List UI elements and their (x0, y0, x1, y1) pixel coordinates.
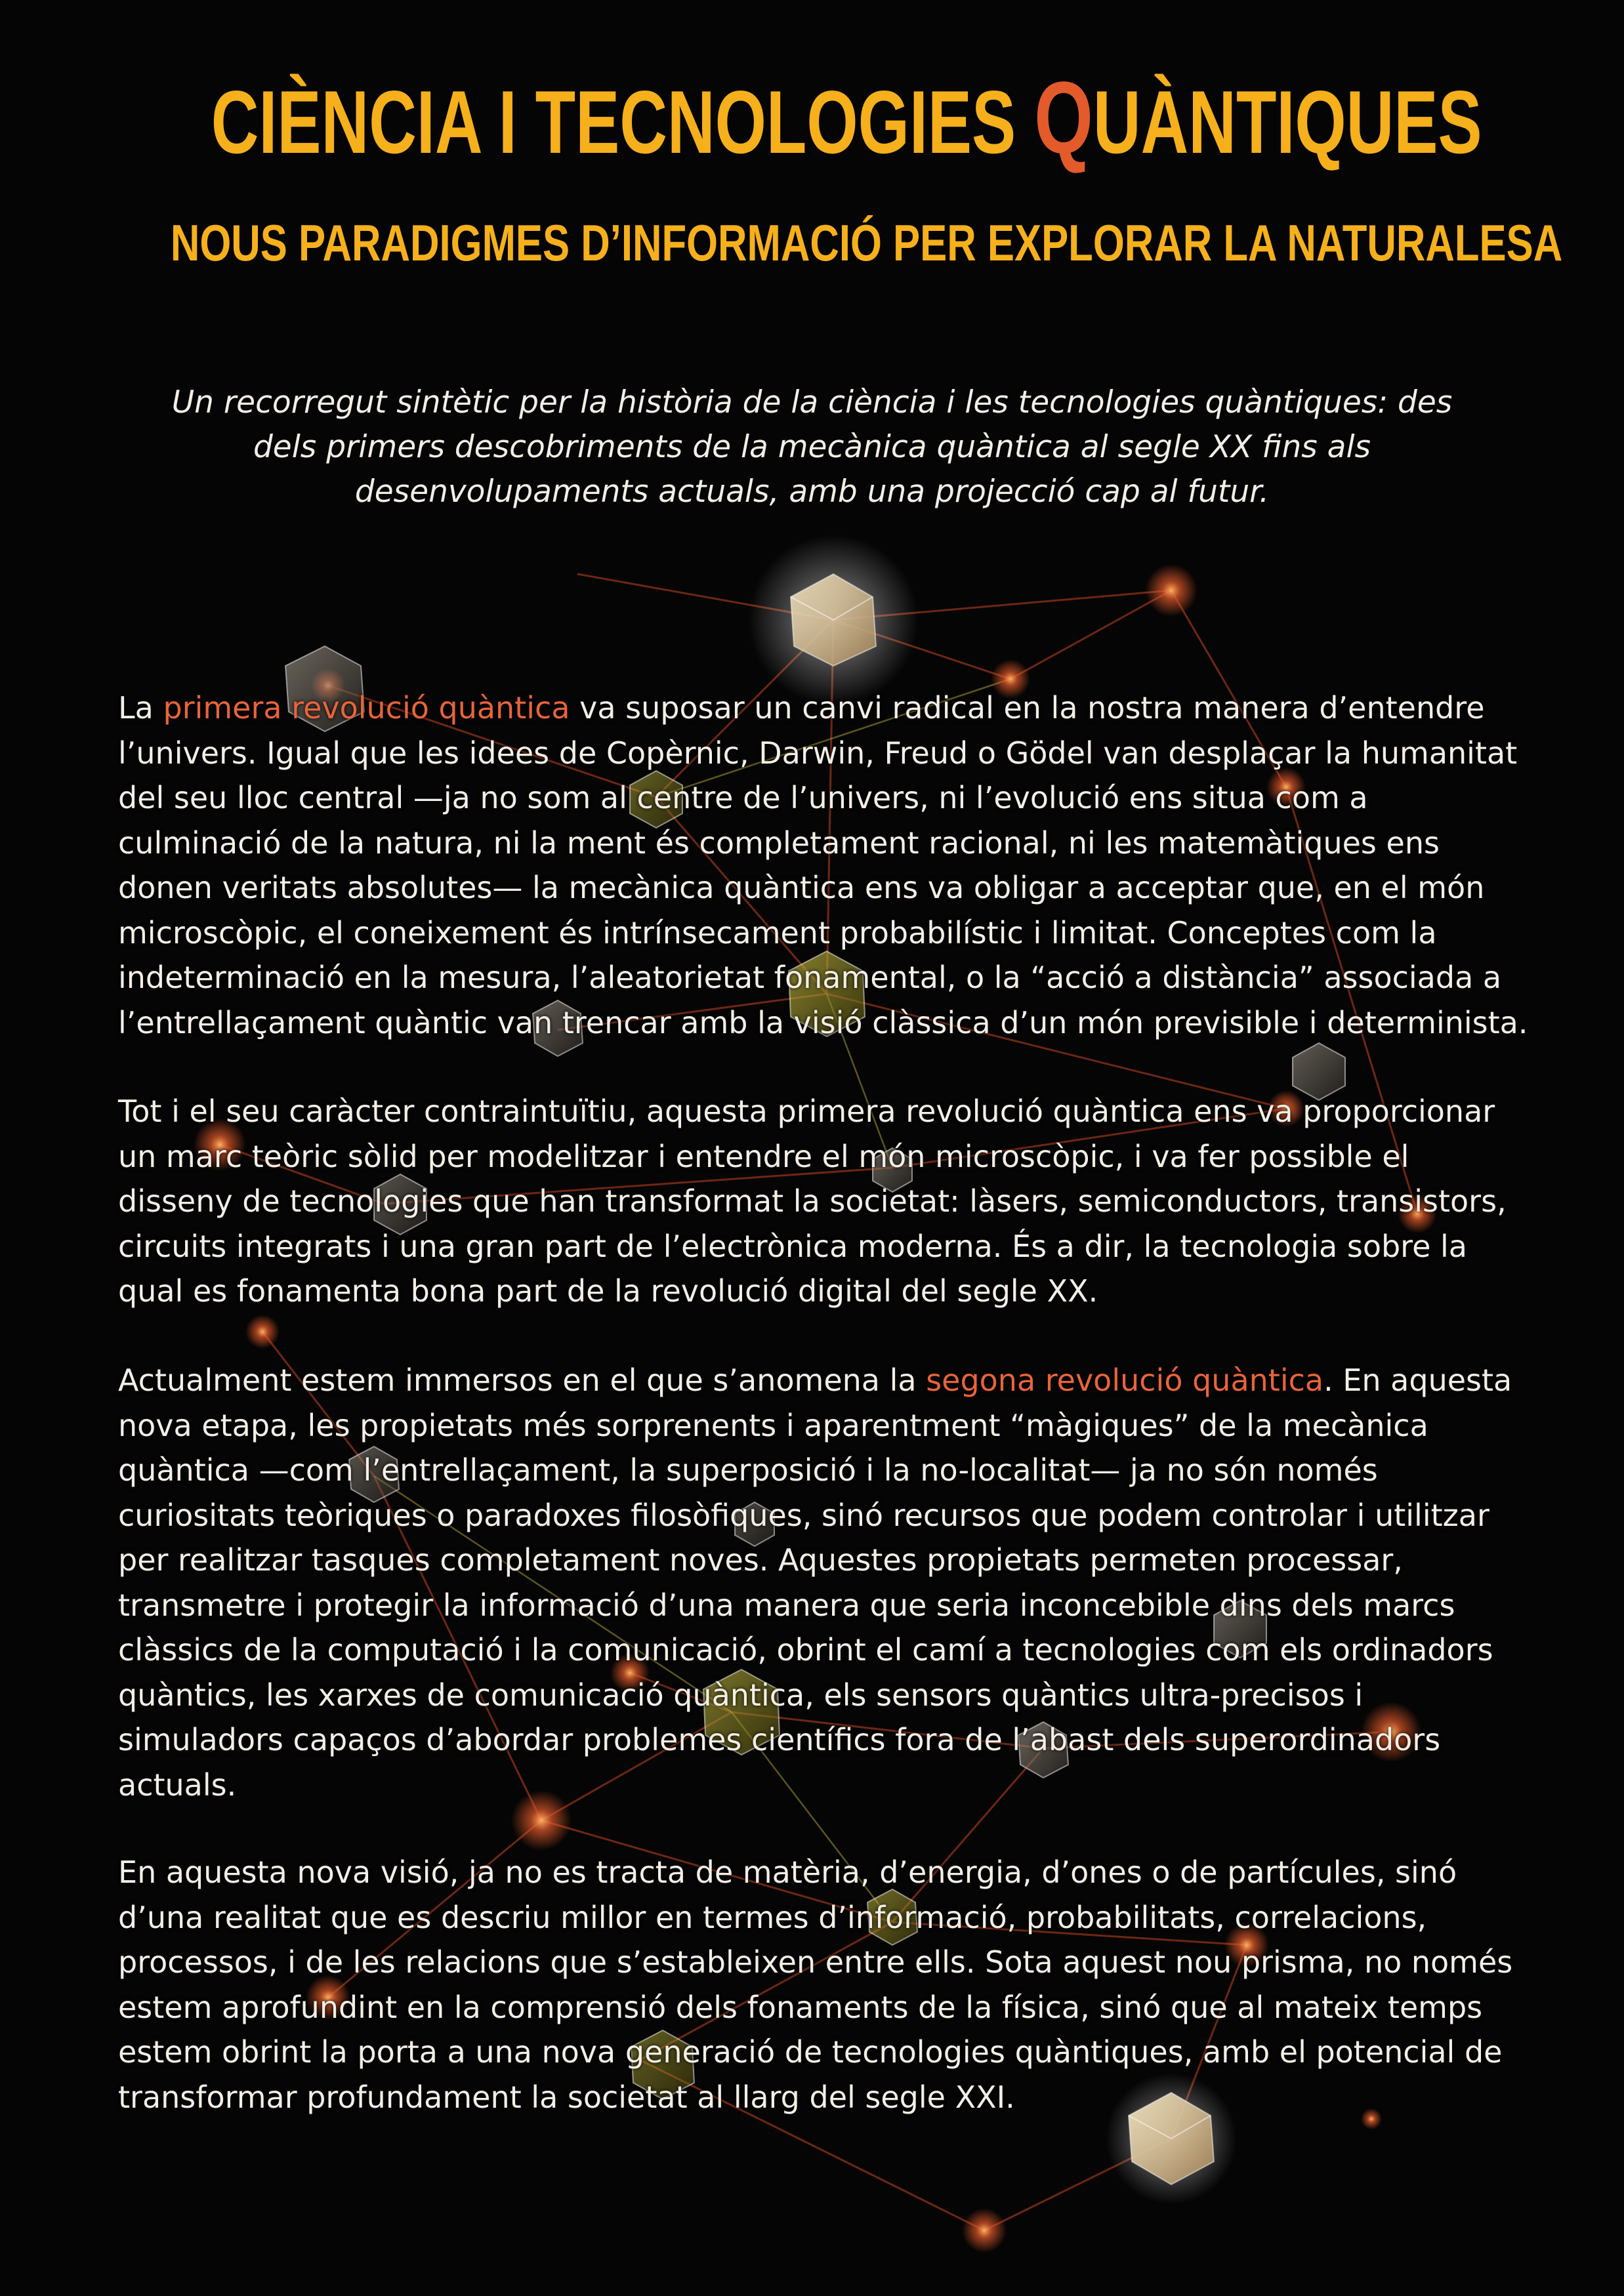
title-text-after: UÀNTIQUES (1093, 72, 1482, 172)
title-q-letter: Q (1034, 61, 1093, 175)
paragraph-counterintuitive: Tot i el seu caràcter contraintuïtiu, aquesta primera revolució quàntica ens va proporcionar un marc teòric sòlid per modelitzar i entendre el món microscòpic, i va fer possible el disseny de tecnologies que han transformat la societat: làsers, semiconductors, transistors, circuits integrats i una gran part de l’electrònica moderna. És a dir, la tecnologia sobre la qual es fonamenta bona part de la revolució digital del segle XX. (118, 1094, 1507, 1309)
highlight-second-revolution: segona revolució quàntica (926, 1363, 1324, 1398)
p1-text-after: va suposar un canvi radical en la nostra manera d’entendre l’univers. Igual que les idees de Copèrnic, Darwin, Freud o Gödel van desplaçar la humanitat del seu lloc central —ja no som al centre de l’univers, ni l’evolució ens situa com a culminació de la natura, ni la ment és completament racional, ni les matemàtiques ens donen veritats absolutes— la mecànica quàntica ens va obligar a acceptar que, en el món microscòpic, el coneixement és intrínsecament probabilístic i limitat. Conceptes com la indeterminació en la mesura, l’aleatorietat fonamental, o la “acció a distància” associada a l’entrellaçament quàntic van trencar amb la visió clàssica d’un món previsible i determinista. (118, 690, 1528, 1040)
page-title (211, 61, 1482, 178)
paragraph-first-revolution (118, 686, 1529, 1045)
p3-text-before: Actualment estem immersos en el que s’anomena la (118, 1363, 927, 1398)
intro-text: Un recorregut sintètic per la història de la ciència i les tecnologies quàntiques: des dels primers descobriments de la mecànica quàntica al segle XX fins als desenvolupaments actuals, amb una projecció cap al futur. (171, 384, 1453, 510)
p3-text-after: . En aquesta nova etapa, les propietats més sorprenents i aparentment “màgiques” de la mecànica quàntica —com l’entrellaçament, la superposició i la no-localitat— ja no són només curiositats teòriques o paradoxes filosòfiques, sinó recursos que podem controlar i utilitzar per realitzar tasques completament noves. Aquestes propietats permeten processar, transmetre i protegir la informació d’una manera que seria inconcebible dins dels marcs clàssics de la computació i la comunicació, obrint el camí a tecnologies com els ordinadors quàntics, les xarxes de comunicació quàntica, els sensors quàntics ultra-precisos i simuladors capaços d’abordar problemes científics fora de l’abast dels superordinadors actuals. (118, 1363, 1512, 1803)
paragraph-second-revolution (118, 1358, 1529, 1807)
p1-text-before: La (118, 690, 163, 726)
title-text-before: CIÈNCIA I TECNOLOGIES (211, 72, 1035, 172)
highlight-first-revolution: primera revolució quàntica (163, 690, 570, 726)
paragraph-new-vision: En aquesta nova visió, ja no es tracta de matèria, d’energia, d’ones o de partícules, sinó d’una realitat que es descriu millor en termes d’informació, probabilitats, correlacions, processos, i de les relacions que s’estableixen entre ells. Sota aquest nou prisma, no només estem aprofundint en la comprensió dels fonaments de la física, sinó que al mateix temps estem obrint la porta a una nova generació de tecnologies quàntiques, amb el potencial de transformar profundament la societat al llarg del segle XXI. (118, 1855, 1513, 2115)
page-subtitle: NOUS PARADIGMES D’INFORMACIÓ PER EXPLORAR LA NATURALESA (170, 214, 1563, 272)
